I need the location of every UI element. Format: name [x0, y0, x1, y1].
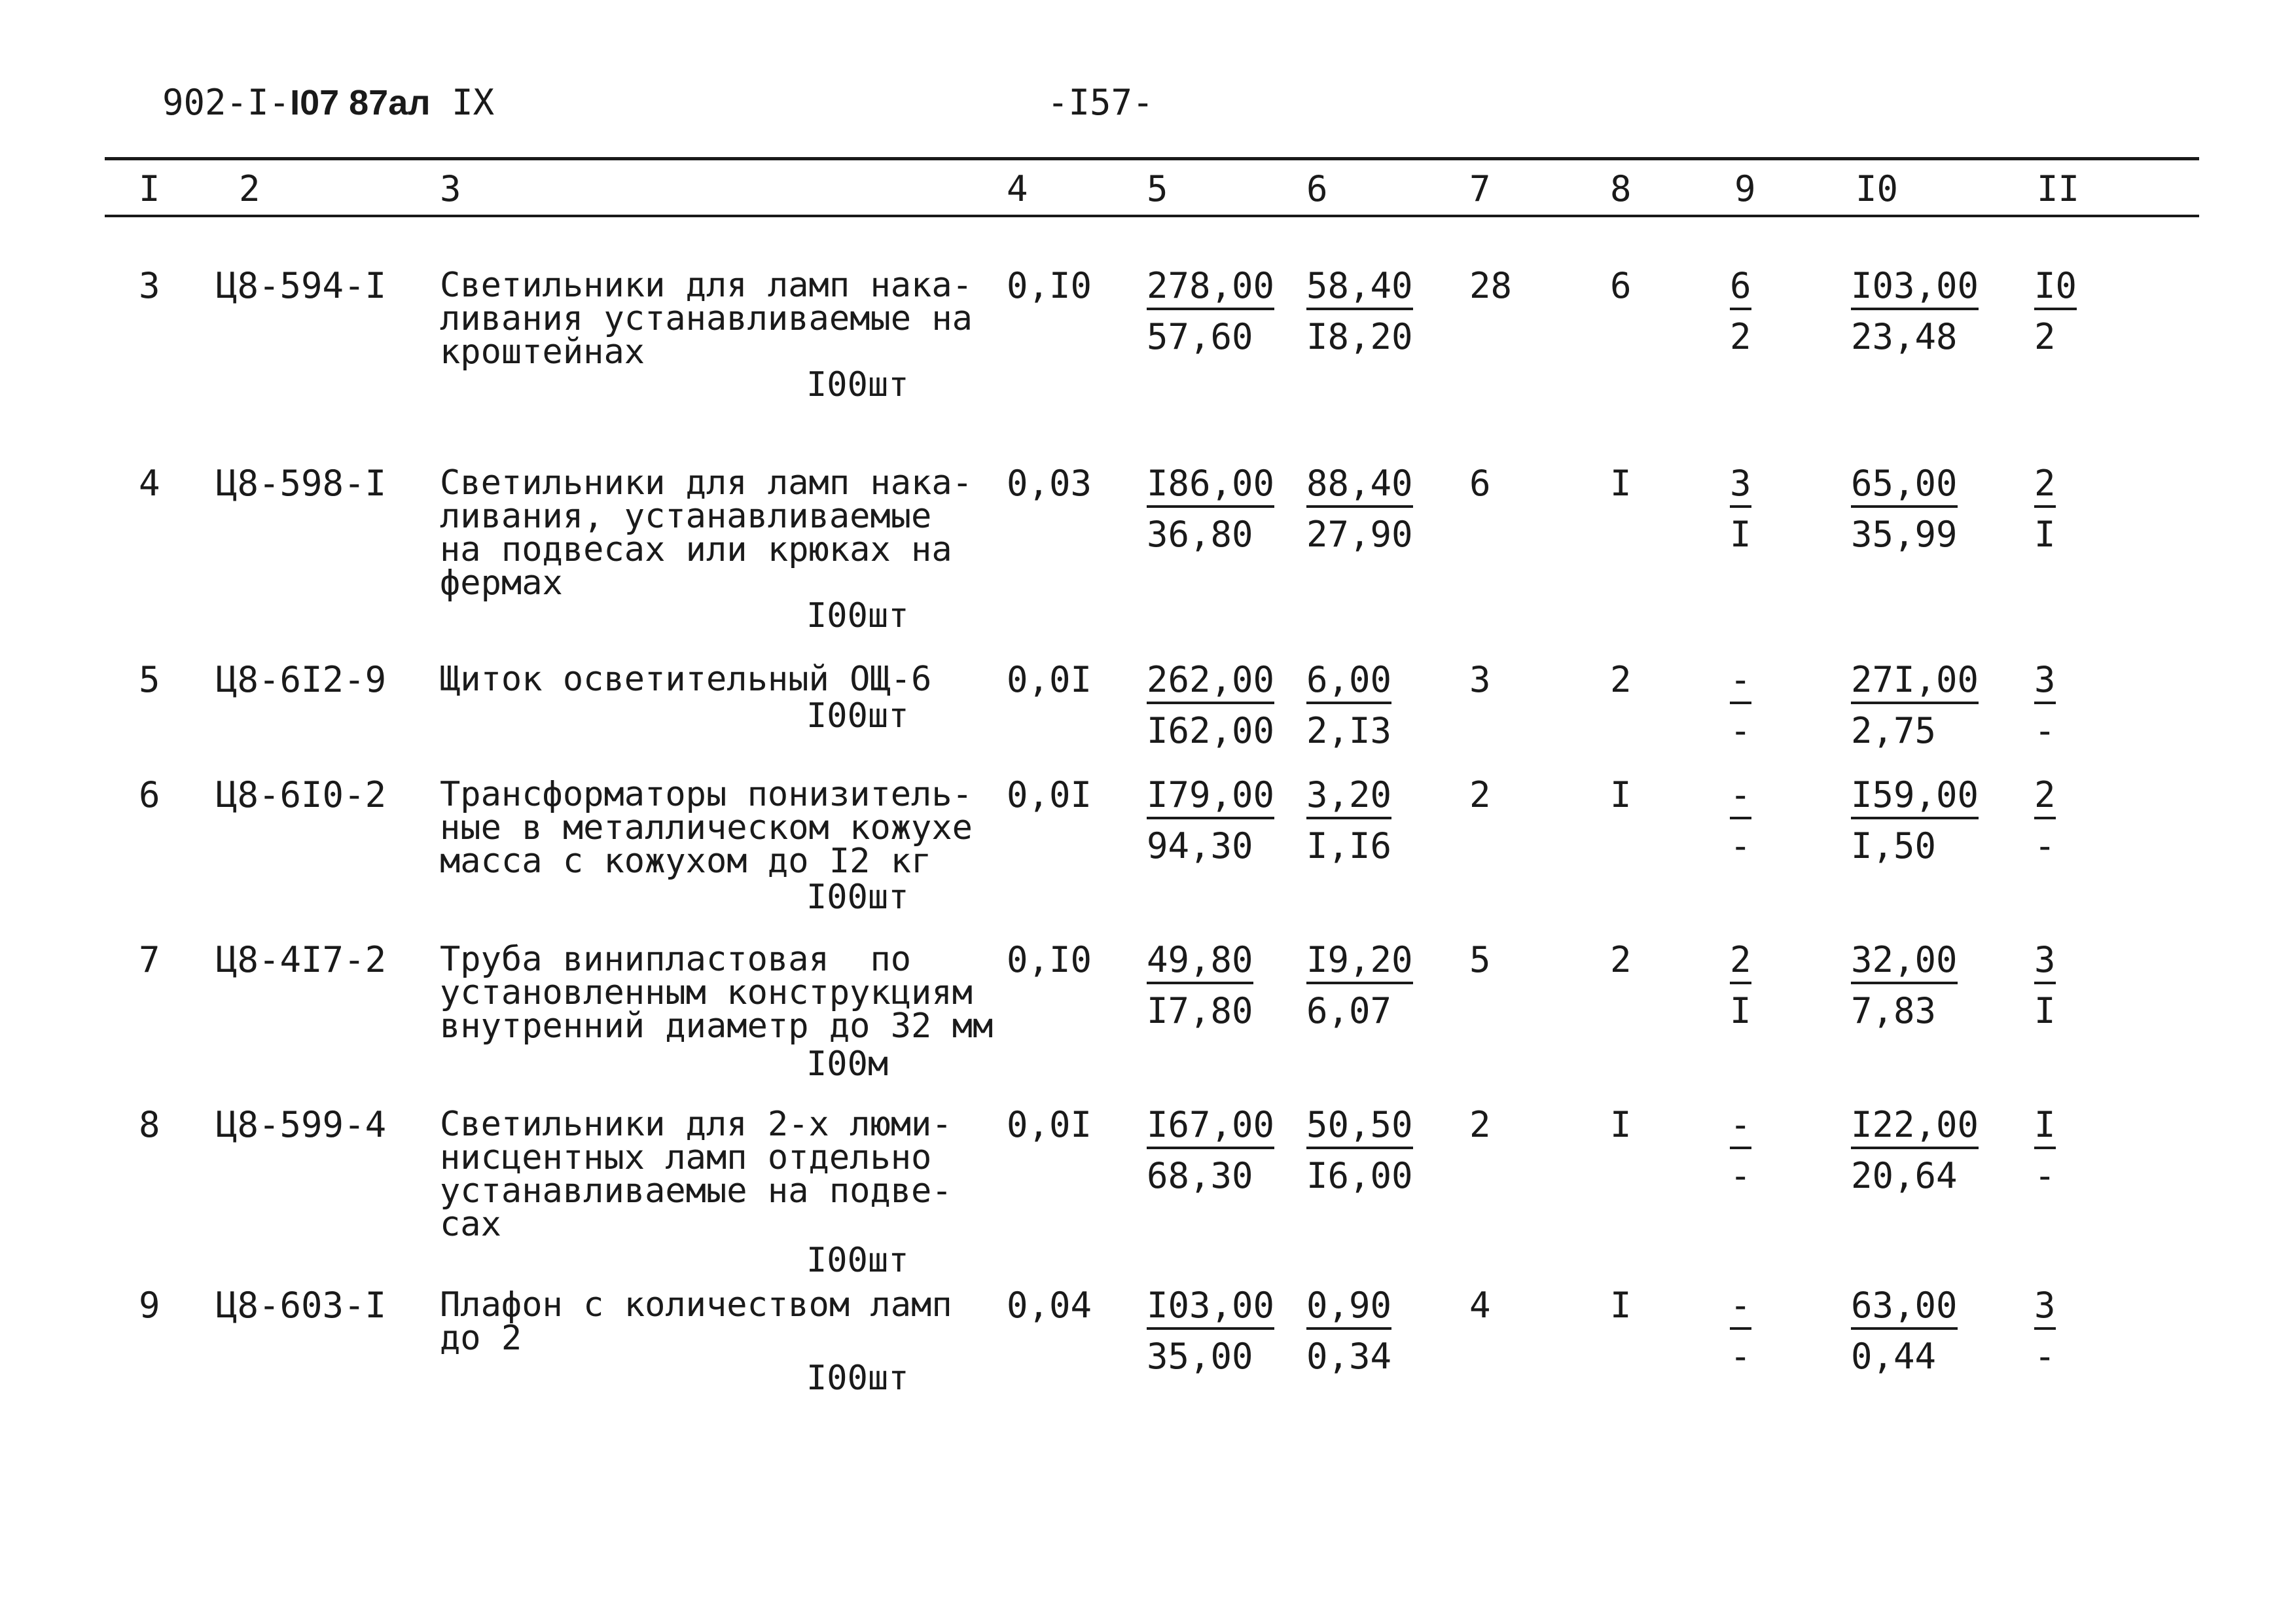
unit-cost-numerator: I86,00 — [1147, 466, 1274, 508]
total-cost-denominator: 23,48 — [1851, 316, 1958, 357]
total-cost-numerator: 65,00 — [1851, 466, 1958, 508]
total-cost-numerator: I03,00 — [1851, 268, 1979, 310]
column-11-fraction — [2034, 1104, 2056, 1196]
work-description-line: кроштейнах — [440, 332, 645, 372]
document-code-suffix: IX — [430, 82, 495, 123]
unit-of-measure: I00шт — [806, 878, 909, 917]
column-8-value: I — [1610, 463, 1632, 504]
work-description-line: сах — [440, 1205, 501, 1244]
quantity: 0,I0 — [1007, 265, 1092, 306]
total-cost — [1851, 463, 1958, 555]
column-9-fraction — [1730, 1104, 1751, 1196]
column-11-fraction-denominator: - — [2034, 825, 2056, 866]
column-11-fraction-numerator: I0 — [2034, 268, 2077, 310]
machine-cost-denominator: 6,07 — [1306, 990, 1392, 1031]
document-code-number: I07 87ал — [290, 83, 431, 122]
column-header: I0 — [1856, 168, 1899, 209]
column-9-fraction-denominator: - — [1730, 1155, 1751, 1196]
column-8-value: I — [1610, 774, 1632, 815]
machine-cost — [1306, 939, 1413, 1031]
column-9-fraction — [1730, 939, 1751, 1031]
column-11-fraction-denominator: - — [2034, 1336, 2056, 1377]
machine-cost-numerator: 3,20 — [1306, 777, 1391, 819]
unit-cost-denominator: 36,80 — [1147, 514, 1253, 555]
column-9-fraction-denominator: - — [1730, 710, 1751, 751]
work-description-line: нисцентных ламп отдельно — [440, 1138, 932, 1177]
work-description-line: Труба винипластовая по — [440, 940, 912, 979]
unit-cost-numerator: 49,80 — [1147, 942, 1253, 984]
work-description-line: ливания, устанавливаемые — [440, 497, 932, 536]
row-number: 8 — [139, 1104, 160, 1145]
price-code: Ц8-4I7-2 — [216, 939, 387, 980]
unit-cost-numerator: I03,00 — [1147, 1288, 1274, 1330]
column-11-fraction-denominator: 2 — [2034, 316, 2056, 357]
machine-cost-numerator: 50,50 — [1306, 1107, 1413, 1149]
column-7-value: 4 — [1469, 1285, 1491, 1326]
column-9-fraction-numerator: 6 — [1730, 268, 1751, 310]
column-11-fraction-numerator: 3 — [2034, 1288, 2056, 1330]
total-cost-denominator: 7,83 — [1851, 990, 1937, 1031]
column-header: I — [139, 168, 160, 209]
row-number: 5 — [139, 659, 160, 700]
work-description-line: ные в металлическом кожухе — [440, 808, 973, 847]
column-9-fraction — [1730, 659, 1751, 751]
unit-cost — [1147, 1104, 1275, 1196]
column-8-value: 2 — [1610, 939, 1632, 980]
column-7-value: 3 — [1469, 659, 1491, 700]
work-description-line: Трансформаторы понизитель- — [440, 775, 973, 814]
total-cost-denominator: 20,64 — [1851, 1155, 1958, 1196]
unit-cost — [1147, 774, 1275, 866]
work-description-line: до 2 — [440, 1319, 522, 1358]
column-header: 4 — [1007, 168, 1028, 209]
quantity: 0,04 — [1007, 1285, 1092, 1326]
machine-cost-denominator: 2,I3 — [1306, 710, 1392, 751]
price-code: Ц8-598-I — [216, 463, 387, 504]
quantity: 0,0I — [1007, 659, 1092, 700]
unit-cost-denominator: 35,00 — [1147, 1336, 1253, 1377]
unit-cost-numerator: I67,00 — [1147, 1107, 1274, 1149]
machine-cost-numerator: 0,90 — [1306, 1288, 1391, 1330]
unit-of-measure: I00шт — [806, 1241, 909, 1280]
work-description-line: ливания устанавливаемые на — [440, 299, 973, 338]
quantity: 0,I0 — [1007, 939, 1092, 980]
work-description-line: устанавливаемые на подве- — [440, 1171, 952, 1211]
total-cost-numerator: I59,00 — [1851, 777, 1979, 819]
unit-cost — [1147, 659, 1275, 751]
column-9-fraction-denominator: - — [1730, 1336, 1751, 1377]
unit-of-measure: I00м — [806, 1044, 889, 1084]
column-header: 9 — [1734, 168, 1756, 209]
column-11-fraction-denominator: I — [2034, 514, 2056, 555]
machine-cost — [1306, 1104, 1413, 1196]
quantity: 0,0I — [1007, 1104, 1092, 1145]
price-code: Ц8-6I2-9 — [216, 659, 387, 700]
total-cost-numerator: 27I,00 — [1851, 662, 1979, 704]
column-9-fraction-numerator: - — [1730, 1288, 1751, 1330]
machine-cost-numerator: 58,40 — [1306, 268, 1413, 310]
column-9-fraction-denominator: I — [1730, 990, 1751, 1031]
quantity: 0,0I — [1007, 774, 1092, 815]
machine-cost-denominator: I6,00 — [1306, 1155, 1413, 1196]
work-description-line: внутренний диаметр до 32 мм — [440, 1007, 994, 1046]
column-header: 7 — [1469, 168, 1491, 209]
column-11-fraction-denominator: I — [2034, 990, 2056, 1031]
row-number: 6 — [139, 774, 160, 815]
work-description-line: Светильники для 2-х люми- — [440, 1105, 952, 1144]
column-header: 6 — [1306, 168, 1328, 209]
column-11-fraction-denominator: - — [2034, 1155, 2056, 1196]
column-9-fraction — [1730, 1285, 1751, 1377]
work-description-line: масса с кожухом до I2 кг — [440, 842, 932, 881]
unit-of-measure: I00шт — [806, 696, 909, 736]
work-description-line: на подвесах или крюках на — [440, 530, 952, 569]
unit-cost-numerator: 262,00 — [1147, 662, 1274, 704]
unit-cost-numerator: I79,00 — [1147, 777, 1274, 819]
table-header-rule — [105, 215, 2199, 217]
total-cost — [1851, 774, 1979, 866]
total-cost — [1851, 1104, 1979, 1196]
row-number: 9 — [139, 1285, 160, 1326]
row-number: 7 — [139, 939, 160, 980]
column-9-fraction-denominator: 2 — [1730, 316, 1751, 357]
machine-cost — [1306, 1285, 1392, 1377]
work-description-line: фермах — [440, 563, 563, 603]
column-7-value: 2 — [1469, 774, 1491, 815]
column-header: 2 — [239, 168, 260, 209]
work-description-line: Плафон с количеством ламп — [440, 1285, 952, 1325]
unit-cost — [1147, 939, 1253, 1031]
column-11-fraction-numerator: 2 — [2034, 777, 2056, 819]
column-11-fraction-numerator: 3 — [2034, 662, 2056, 704]
row-number: 3 — [139, 265, 160, 306]
unit-cost — [1147, 265, 1275, 357]
machine-cost-denominator: 0,34 — [1306, 1336, 1392, 1377]
unit-of-measure: I00шт — [806, 365, 909, 404]
unit-cost — [1147, 1285, 1275, 1377]
total-cost-numerator: 32,00 — [1851, 942, 1958, 984]
column-8-value: 6 — [1610, 265, 1632, 306]
column-7-value: 28 — [1469, 265, 1513, 306]
total-cost-numerator: I22,00 — [1851, 1107, 1979, 1149]
unit-cost-denominator: 94,30 — [1147, 825, 1253, 866]
column-9-fraction — [1730, 265, 1751, 357]
column-7-value: 2 — [1469, 1104, 1491, 1145]
machine-cost — [1306, 774, 1392, 866]
column-11-fraction — [2034, 939, 2056, 1031]
machine-cost — [1306, 463, 1413, 555]
machine-cost — [1306, 659, 1392, 751]
row-number: 4 — [139, 463, 160, 504]
document-code — [162, 82, 495, 123]
total-cost-denominator: I,50 — [1851, 825, 1937, 866]
table-top-rule — [105, 157, 2199, 160]
work-description-line: Светильники для ламп нака- — [440, 266, 973, 305]
column-header: II — [2037, 168, 2080, 209]
machine-cost-numerator: I9,20 — [1306, 942, 1413, 984]
column-9-fraction-denominator: - — [1730, 825, 1751, 866]
column-8-value: I — [1610, 1104, 1632, 1145]
column-9-fraction-numerator: 3 — [1730, 466, 1751, 508]
total-cost — [1851, 939, 1958, 1031]
column-8-value: 2 — [1610, 659, 1632, 700]
column-11-fraction — [2034, 265, 2077, 357]
document-code-prefix: 902-I- — [162, 82, 291, 123]
unit-of-measure: I00шт — [806, 1359, 909, 1398]
column-9-fraction-denominator: I — [1730, 514, 1751, 555]
unit-cost-denominator: I7,80 — [1147, 990, 1253, 1031]
machine-cost-numerator: 88,40 — [1306, 466, 1413, 508]
total-cost — [1851, 265, 1979, 357]
unit-of-measure: I00шт — [806, 596, 909, 635]
column-11-fraction — [2034, 1285, 2056, 1377]
quantity: 0,03 — [1007, 463, 1092, 504]
column-11-fraction-numerator: 3 — [2034, 942, 2056, 984]
unit-cost-denominator: I62,00 — [1147, 710, 1275, 751]
column-9-fraction-numerator: - — [1730, 777, 1751, 819]
unit-cost — [1147, 463, 1275, 555]
column-9-fraction — [1730, 463, 1751, 555]
column-header: 8 — [1610, 168, 1632, 209]
unit-cost-denominator: 68,30 — [1147, 1155, 1253, 1196]
column-header: 5 — [1147, 168, 1168, 209]
price-code: Ц8-603-I — [216, 1285, 387, 1326]
column-11-fraction — [2034, 659, 2056, 751]
price-code: Ц8-594-I — [216, 265, 387, 306]
column-11-fraction-numerator: 2 — [2034, 466, 2056, 508]
column-11-fraction-numerator: I — [2034, 1107, 2056, 1149]
work-description-line: Светильники для ламп нака- — [440, 463, 973, 503]
column-8-value: I — [1610, 1285, 1632, 1326]
total-cost-denominator: 2,75 — [1851, 710, 1937, 751]
unit-cost-numerator: 278,00 — [1147, 268, 1274, 310]
column-11-fraction — [2034, 463, 2056, 555]
page-number: -I57- — [1047, 82, 1154, 123]
column-9-fraction-numerator: - — [1730, 662, 1751, 704]
column-11-fraction — [2034, 774, 2056, 866]
total-cost-denominator: 0,44 — [1851, 1336, 1937, 1377]
total-cost-numerator: 63,00 — [1851, 1288, 1958, 1330]
column-7-value: 5 — [1469, 939, 1491, 980]
column-7-value: 6 — [1469, 463, 1491, 504]
price-code: Ц8-599-4 — [216, 1104, 387, 1145]
machine-cost-denominator: I8,20 — [1306, 316, 1413, 357]
price-code: Ц8-6I0-2 — [216, 774, 387, 815]
total-cost-denominator: 35,99 — [1851, 514, 1958, 555]
column-9-fraction — [1730, 774, 1751, 866]
column-header: 3 — [440, 168, 461, 209]
column-9-fraction-numerator: 2 — [1730, 942, 1751, 984]
column-9-fraction-numerator: - — [1730, 1107, 1751, 1149]
work-description-line: установленным конструкциям — [440, 973, 973, 1012]
machine-cost-denominator: 27,90 — [1306, 514, 1413, 555]
machine-cost-numerator: 6,00 — [1306, 662, 1391, 704]
work-description-line: Щиток осветительный ОЩ-6 — [440, 660, 932, 699]
unit-cost-denominator: 57,60 — [1147, 316, 1253, 357]
column-11-fraction-denominator: - — [2034, 710, 2056, 751]
machine-cost — [1306, 265, 1413, 357]
total-cost — [1851, 1285, 1958, 1377]
machine-cost-denominator: I,I6 — [1306, 825, 1392, 866]
total-cost — [1851, 659, 1979, 751]
